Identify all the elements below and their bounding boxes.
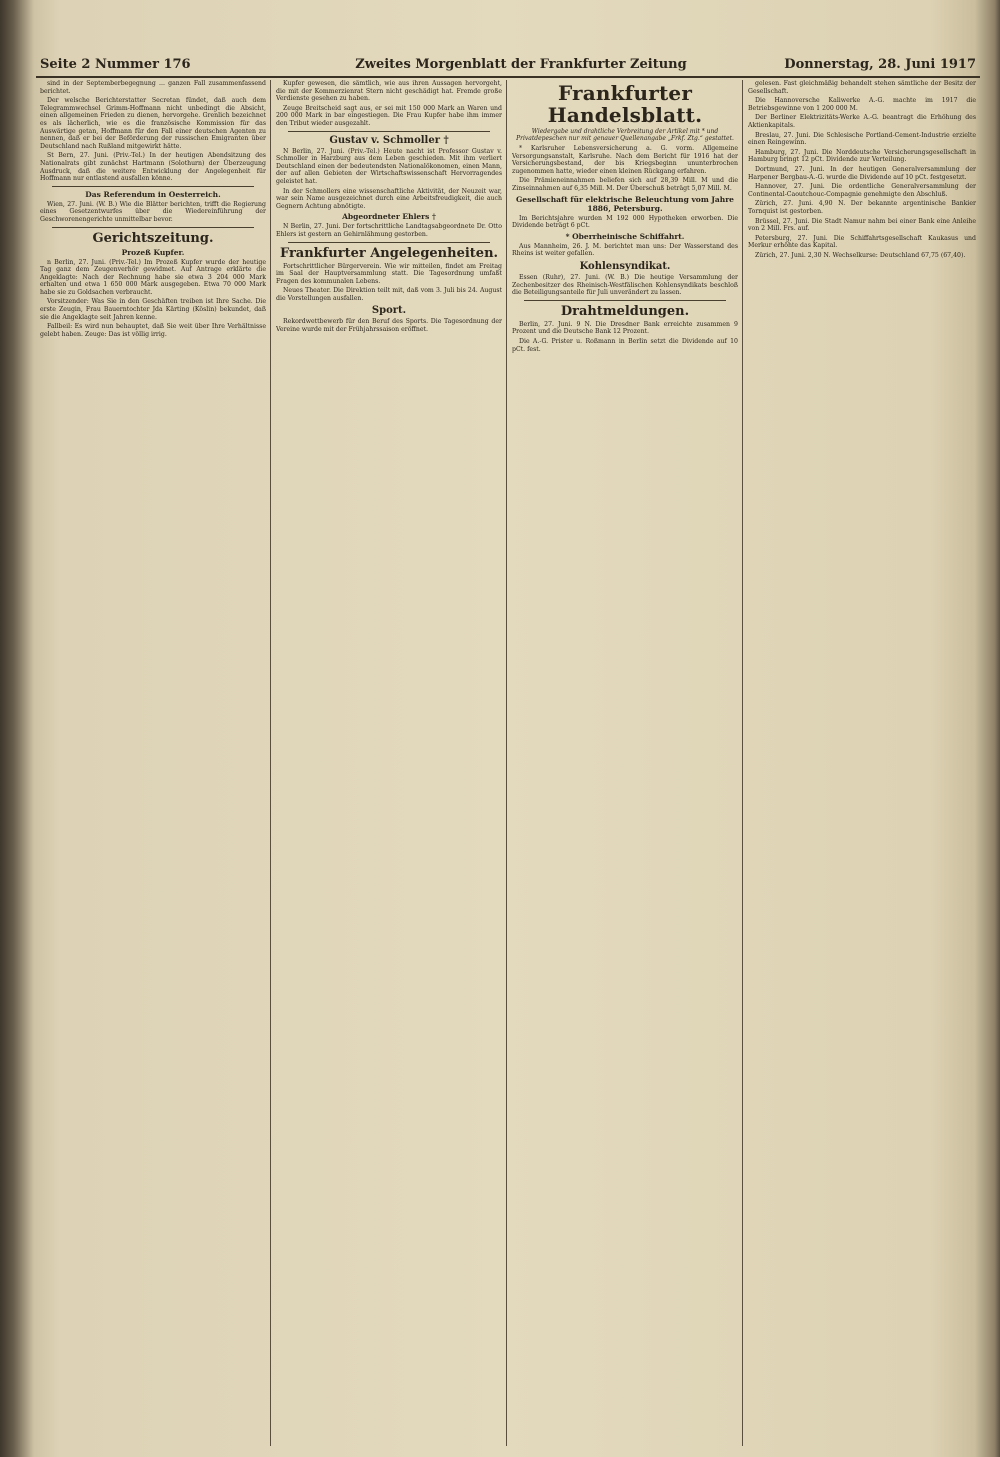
section-heading: Frankfurter Angelegenheiten. — [279, 245, 499, 261]
column-2 — [276, 80, 502, 1446]
page-number: Seite 2 Nummer 176 — [40, 57, 191, 72]
article-text: Aus Mannheim, 26. J. M. berichtet man uns: Der Wasserstand des Rheins ist weiter gefallen. — [512, 242, 738, 258]
article-text: Rekordwettbewerb für den Beruf des Sports. Die Tagesordnung der Vereine wurde mit der Frühjahrssaison eröffnet. — [276, 318, 502, 334]
article-text: Essen (Ruhr), 27. Juni. (W. B.) Die heutige Versammlung der Zechenbesitzer des Rheinisch-Westfälischen Kohlensyndikats beschloß die Beteiligungsanteile für Juli unverändert zu lassen. — [512, 273, 738, 297]
masthead: Zweites Morgenblatt der Frankfurter Zeitung — [355, 57, 687, 72]
article-text: Der Berliner Elektrizitäts-Werke A.-G. beantragt die Erhöhung des Aktienkapitals. — [748, 114, 976, 129]
section-heading: Das Referendum in Oesterreich. — [85, 189, 221, 199]
article-text: Vorsitzender: Was Sie in den Geschäften treiben ist Ihre Sache. Die erste Zeugin, Frau Bauerntochter Jda Kärting (Köslin) bekundet, daß sie die Angeklagte seit Jahren kenne. — [40, 298, 266, 321]
article-text: Die Hannoversche Kaliwerke A.-G. machte im 1917 die Betriebsgewinne von 1 200 000 M. — [748, 97, 976, 112]
article-text: Zürich, 27. Juni. 4,90 N. Der bekannte argentinische Bankier Tornquist ist gestorben. — [748, 200, 976, 215]
column-divider — [288, 131, 490, 132]
article-text: gelesen. Fast gleichmäßig behandelt stehen sämtliche der Besitz der Gesellschaft. — [748, 80, 976, 95]
article-text: * Karlsruher Lebensversicherung a. G. vorm. Allgemeine Versorgungsanstalt, Karlsruhe. Nach dem Bericht für 1916 hat der Versicherungsbestand, der bis Kriegsbeginn ununterbrochen zugenommen hatte, wieder einen kleinen Rückgang erfahren. — [512, 145, 738, 175]
article-text: Kupfer gewesen, die sämtlich, wie aus ihren Aussagen hervorgeht, die mit der Kommerzienrat Stern nicht geschädigt hat. Fremde große Verdienste gesehen zu haben. — [276, 80, 502, 103]
article-text: Breslau, 27. Juni. Die Schlesische Portland-Cement-Industrie erzielte einen Reingewinn. — [748, 131, 976, 147]
article-text: Im Berichtsjahre wurden M 192 000 Hypotheken erworben. Die Dividende beträgt 6 pCt. — [512, 214, 738, 230]
newspaper-page — [36, 54, 980, 1450]
column-rule — [742, 80, 743, 1446]
section-subtitle: Wiedergabe und drahtliche Verbreitung der Artikel mit * und Privatdepeschen nur mit genauer Quellenangabe „Frkf. Ztg.“ gestattet. — [516, 128, 734, 142]
column-divider — [288, 242, 490, 243]
article-text: Zeuge Breitscheid sagt aus, er sei mit 150 000 Mark an Waren und 200 000 Mark in bar eingestiegen. Die Frau Kupfer habe ihm immer den Tribut wieder ausgezahlt. — [276, 104, 502, 127]
article-text: Fallbeil: Es wird nun behauptet, daß Sie weit über Ihre Verhältnisse gelebt haben. Zeuge: Das ist völlig irrig. — [40, 323, 266, 338]
article-text: In der Schmollers eine wissenschaftliche Aktivität, der Neuzeit war, war sein Name ausgezeichnet durch eine Arbeitsfreudigkeit, die auch Gegnern Achtung abnötigte. — [276, 187, 502, 210]
article-heading: * Oberrheinische Schiffahrt. — [565, 231, 685, 241]
section-heading: Sport. — [371, 305, 407, 317]
article-text: N Berlin, 27. Juni. Der fortschrittliche Landtagsabgeordnete Dr. Otto Ehlers ist gestern an Gehirnlähmung gestorben. — [276, 223, 502, 238]
article-text: Hamburg, 27. Juni. Die Norddeutsche Versicherungsgesellschaft in Hamburg bringt 12 pCt. Dividende zur Verteilung. — [748, 148, 976, 164]
column-3 — [512, 80, 738, 1446]
article-text: sind in der Septemberbegegnung ... ganzen Fall zusammenfassend berichtet. — [40, 80, 266, 95]
column-divider — [52, 227, 254, 228]
article-text: n Berlin, 27. Juni. (Priv.-Tel.) Im Prozeß Kupfer wurde der heutige Tag ganz dem Zeugenverhör gewidmet. Auf Antrage erklärte die Angeklagte: Nach der Rechnung habe sie etwa 3 204 000 Mark erhalten und etwa 1 650 000 Mark ausgegeben. Etwa 70 000 Mark habe sie zu Goldsachen verbraucht. — [40, 258, 266, 296]
article-heading: Prozeß Kupfer. — [121, 247, 185, 257]
article-text: Brüssel, 27. Juni. Die Stadt Namur nahm bei einer Bank eine Anleihe von 2 Mill. Frs. auf. — [748, 217, 976, 233]
issue-date: Donnerstag, 28. Juni 1917 — [784, 57, 976, 72]
column-rule — [270, 80, 271, 1446]
article-text: Der welsche Berichterstatter Secretan fündet, daß auch dem Telegrammwechsel Grimm-Hoffmann nicht unbedingt die Absicht, einen allgemeinen Frieden zu dienen, hervorgehe. Grenlich bezeichnet es als lächerlich, wie es die französische Kommission für das Auswärtige getan, Hoffmann für den Fall einer deutschen Agenten zu nennen, daß er bei der Beförderung der russischen Emigranten über Deutschland nach Rußland mitgewirkt hätte. — [40, 97, 266, 150]
article-text: Zürich, 27. Juni. 2,30 N. Wechselkurse: Deutschland 67,75 (67,40). — [755, 251, 966, 259]
section-heading: Drahtmeldungen. — [560, 303, 690, 319]
article-text: Fortschrittlicher Bürgerverein. Wie wir mitteilen, findet am Freitag im Saal der Hauptversammlung statt. Die Tagesordnung umfaßt Fragen des kommunalen Lebens. — [276, 262, 502, 285]
column-4 — [748, 80, 976, 1446]
column-rule — [506, 80, 507, 1446]
column-divider — [52, 186, 254, 187]
article-heading: Kohlensyndikat. — [579, 260, 671, 272]
article-text: Die A.-G. Prister u. Roßmann in Berlin setzt die Dividende auf 10 pCt. fest. — [512, 337, 738, 353]
article-text: Petersburg, 27. Juni. Die Schiffahrtsgesellschaft Kaukasus und Merkur erhöhte das Kapital. — [748, 234, 976, 250]
article-heading: Gustav v. Schmoller † — [329, 134, 449, 146]
article-text: Wien, 27. Juni. (W. B.) Wie die Blätter berichten, trifft die Regierung eines Gesetzentwurfes über die Wiedereinführung der Geschworenengerichte unmittelbar bevor. — [40, 200, 266, 223]
article-text: Die Prämieneinnahmen beliefen sich auf 28,39 Mill. M und die Zinseinnahmen auf 6,35 Mill. M. Der Überschuß beträgt 5,07 Mill. M. — [512, 177, 738, 192]
article-heading: Gesellschaft für elektrische Beleuchtung vom Jahre 1886, Petersburg. — [516, 194, 734, 213]
page-header — [36, 54, 980, 78]
column-divider — [524, 300, 726, 301]
section-heading: Gerichtszeitung. — [92, 230, 214, 246]
column-1 — [40, 80, 266, 1446]
article-text: Neues Theater. Die Direktion teilt mit, daß vom 3. Juli bis 24. August die Vorstellungen ausfallen. — [276, 287, 502, 302]
article-heading: Abgeordneter Ehlers † — [342, 212, 436, 222]
article-text: Dortmund, 27. Juni. In der heutigen Generalversammlung der Harpener Bergbau-A.-G. wurde die Dividende auf 10 pCt. festgesetzt. — [748, 165, 976, 181]
article-text: St Bern, 27. Juni. (Priv.-Tel.) In der heutigen Abendsitzung des Nationalrats gibt zunächst Hartmann (Solothurn) der Überzeugung Ausdruck, daß die weitere Entwicklung der Angelegenheit für Hoffmann nur entlastend ausfallen könne. — [40, 152, 266, 183]
article-text: N Berlin, 27. Juni. (Priv.-Tel.) Heute nacht ist Professor Gustav v. Schmoller in Harzburg aus dem Leben geschieden. Mit ihm verliert Deutschland einen der bedeutendsten Nationalökonomen, einen Mann, der auf allen Gebieten der Wirtschaftswissenschaft Hervorragendes geleistet hat. — [276, 147, 502, 185]
article-text: Hannover, 27. Juni. Die ordentliche Generalversammlung der Continental-Caoutchouc-Compagnie genehmigte den Abschluß. — [748, 183, 976, 198]
article-text: Berlin, 27. Juni. 9 N. Die Dresdner Bank erreichte zusammen 9 Prozent und die Deutsche Bank 12 Prozent. — [512, 320, 738, 336]
section-title: Frankfurter Handelsblatt. — [547, 81, 703, 127]
